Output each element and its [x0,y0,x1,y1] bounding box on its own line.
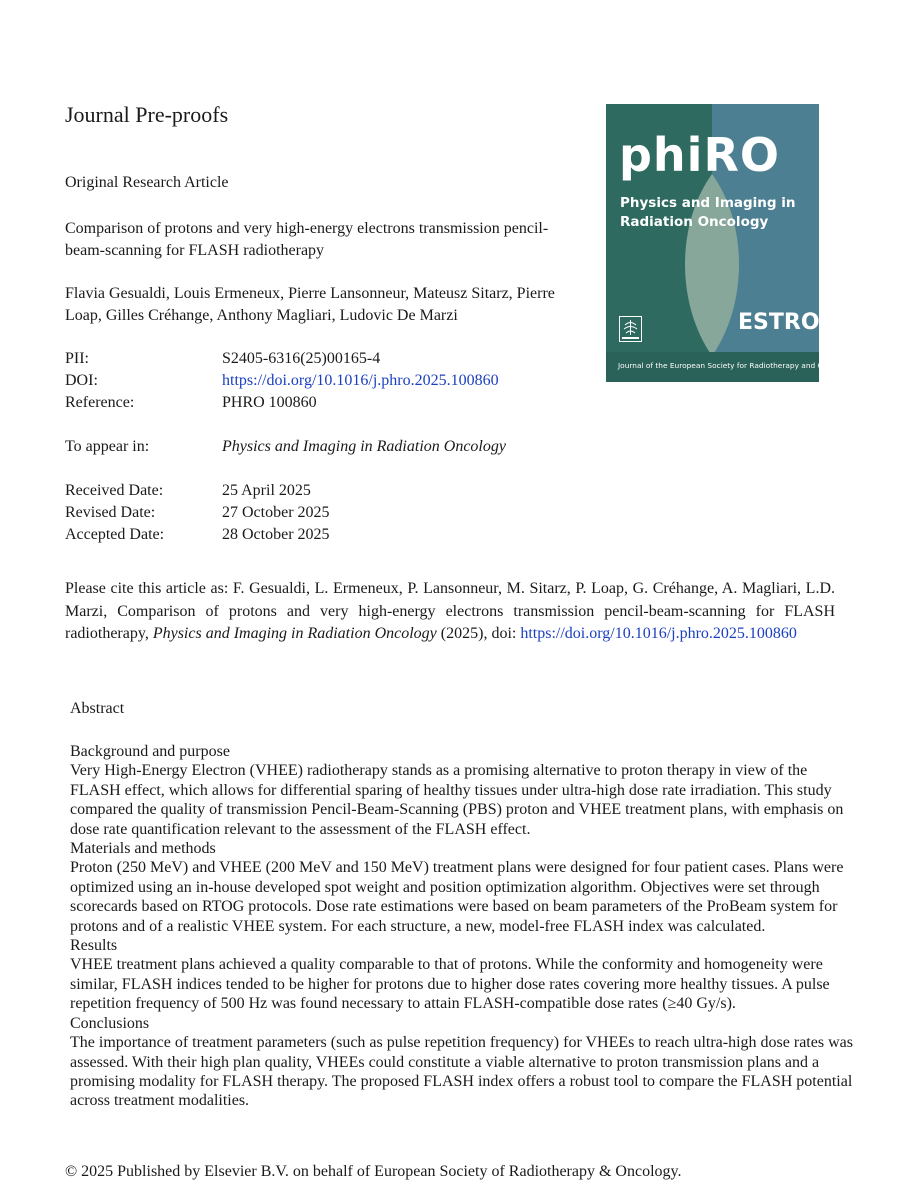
citation-notice [65,578,835,646]
methods-text: Proton (250 MeV) and VHEE (200 MeV and 150 MeV) treatment plans were designed for four patient cases. Plans were optimized using an in-house developed spot weight and position optimization algorithm. Objectives were set through scorecards based on RTOG protocols. Dose rate estimations were based on beam parameters of the ProBeam system for protons and of a realistic VHEE system. For each structure, a new, model-free FLASH index was calculated. [70,859,844,935]
accepted-date: 28 October 2025 [222,526,330,543]
conclusions-text: The importance of treatment parameters (such as pulse repetition frequency) for VHEEs to reach ultra-high dose rates was assessed. With their high plan quality, VHEEs could constitute a viable alternative to proton transmission plans and a promising modality for FLASH therapy. The proposed FLASH index offers a robust tool to compare the FLASH potential across treatment modalities. [70,1034,853,1110]
pii-row [65,348,499,370]
doi-label: DOI: [65,372,98,389]
cover-footer-text: Journal of the European Society for Radiotherapy and Oncology [618,361,853,370]
conclusions-heading: Conclusions [70,1014,150,1032]
revised-row [65,502,330,524]
results-heading: Results [70,937,118,955]
cover-title: phiRO [619,128,780,182]
pii-value: S2405-6316(25)00165-4 [222,350,381,367]
cover-estro-brand: ESTRO [738,310,820,335]
reference-value: PHRO 100860 [222,394,317,411]
accepted-label: Accepted Date: [65,526,165,543]
revised-label: Revised Date: [65,504,156,521]
article-type: Original Research Article [65,174,229,191]
results-text: VHEE treatment plans achieved a quality comparable to that of protons. While the conformity and homogeneity were similar, FLASH indices tended to be higher for protons due to higher dose rates covering more healthy tissues. A pulse repetition frequency of 500 Hz was found necessary to attain FLASH-compatible dose rates (≥40 Gy/s). [70,956,830,1013]
journal-cover [606,104,853,382]
doi-row [65,370,499,392]
elsevier-logo-icon [619,316,642,342]
appear-journal: Physics and Imaging in Radiation Oncology [222,438,506,455]
background-text: Very High-Energy Electron (VHEE) radiotherapy stands as a promising alternative to proton therapy in view of the FLASH effect, which allows for differential sparing of healthy tissues under ultra-high dose rate irradiation. This study compared the quality of transmission Pencil-Beam-Scanning (PBS) proton and VHEE treatment plans, with emphasis on dose rate quantification relevant to the assessment of the FLASH effect. [70,762,844,838]
identifiers-block [65,348,499,414]
article-authors: Flavia Gesualdi, Louis Ermeneux, Pierre Lansonneur, Mateusz Sitarz, Pierre Loap, Gilles Créhange, Anthony Magliari, Ludovic De Marzi [65,285,555,324]
received-date: 25 April 2025 [222,482,311,499]
revised-date: 27 October 2025 [222,504,330,521]
abstract-body [70,742,860,1111]
citation-doi-link[interactable]: https://doi.org/10.1016/j.phro.2025.100860 [520,625,797,642]
appear-label: To appear in: [65,438,150,455]
pii-label: PII: [65,350,89,367]
journal-pre-proofs-label: Journal Pre-proofs [65,102,229,127]
citation-journal: Physics and Imaging in Radiation Oncology [152,625,437,642]
received-row [65,480,330,502]
accepted-row [65,524,330,546]
background-heading: Background and purpose [70,743,230,760]
appear-in-block [65,436,506,458]
cover-subtitle: Physics and Imaging in Radiation Oncology [620,195,796,230]
reference-row [65,392,499,414]
dates-block [65,480,330,546]
copyright-notice: © 2025 Published by Elsevier B.V. on behalf of European Society of Radiotherapy & Oncology. [65,1163,682,1180]
doi-link[interactable]: https://doi.org/10.1016/j.phro.2025.100860 [222,372,499,389]
citation-prefix: Please cite this article as: F. Gesualdi, L. Ermeneux, P. Lansonneur, M. Sitarz, P. Loap, G. Créhange, A. Magliari, L.D. Marzi, Comparison of protons and very high-energy electrons transmission pencil-beam-scanning for FLASH radiotherapy, [65,580,835,642]
received-label: Received Date: [65,482,164,499]
article-title: Comparison of protons and very high-energy electrons transmission pencil-beam-scanning for FLASH radiotherapy [65,220,549,259]
methods-heading: Materials and methods [70,840,216,858]
appear-row [65,436,506,458]
reference-label: Reference: [65,394,135,411]
abstract-heading: Abstract [70,700,125,717]
citation-suffix: (2025), doi: [436,625,521,642]
